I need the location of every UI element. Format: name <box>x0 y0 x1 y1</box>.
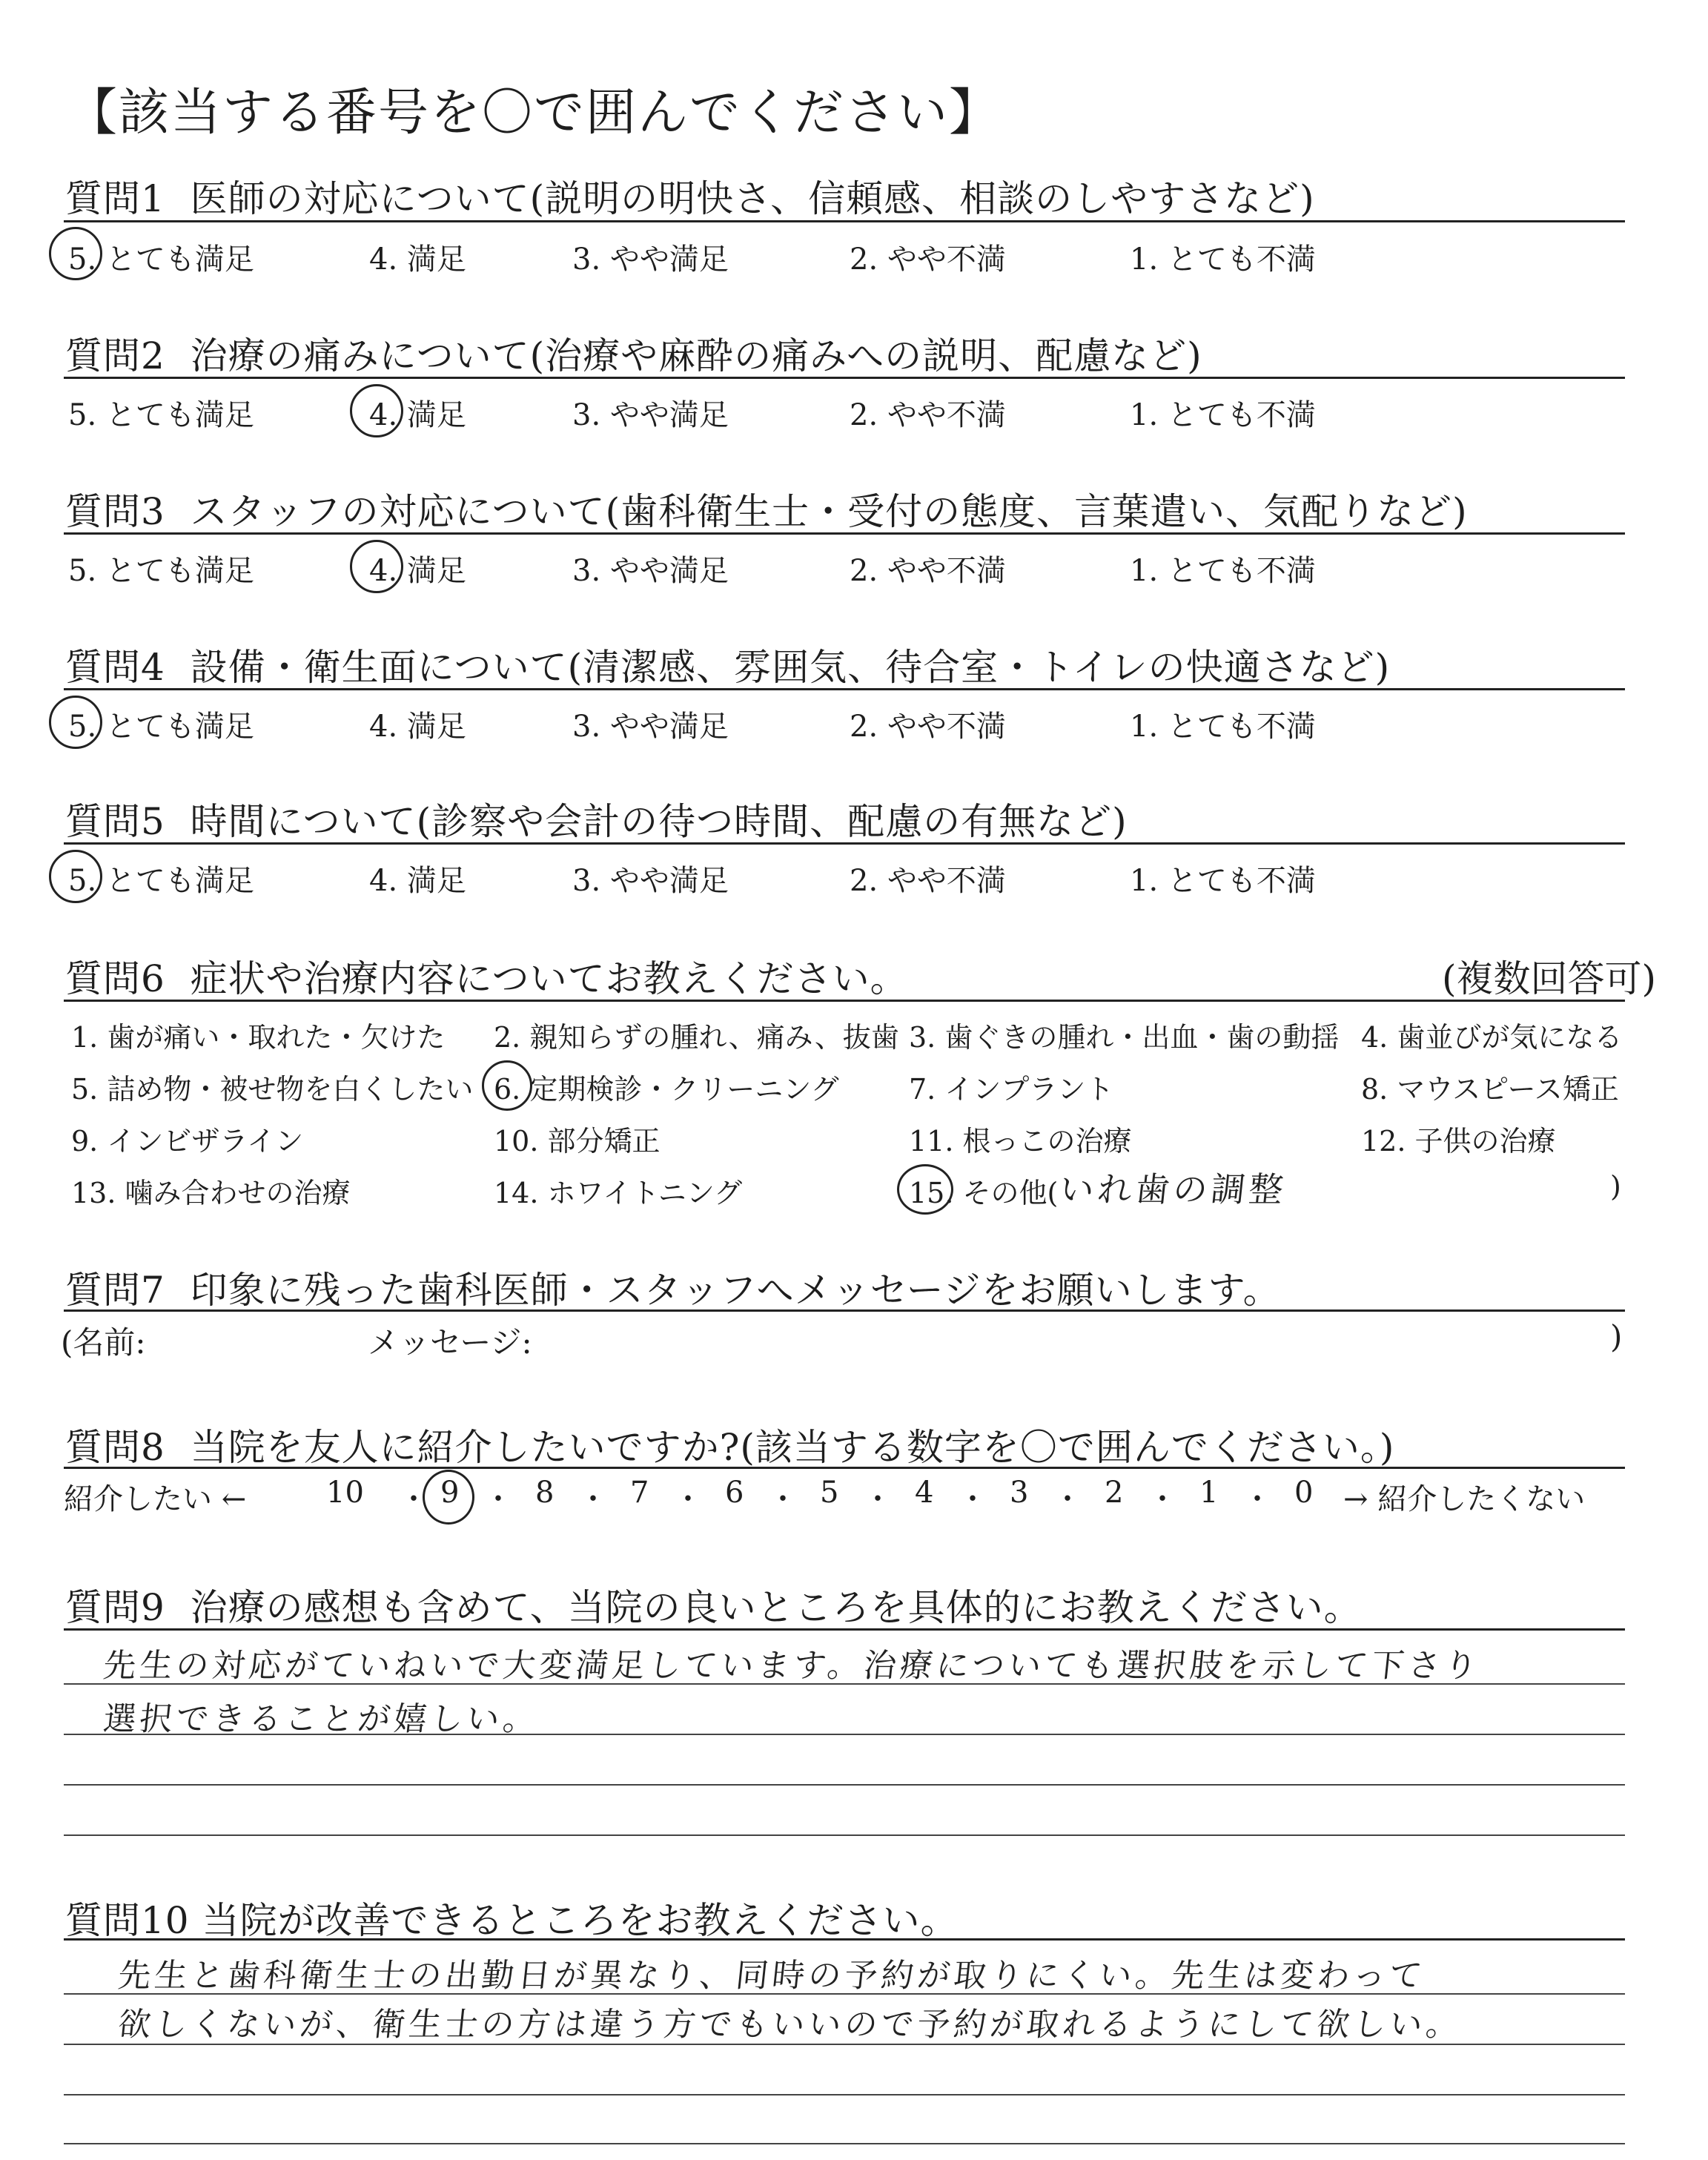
q1-answer-circle <box>49 227 102 280</box>
question-3-text: スタッフの対応について(歯科衛生士・受付の態度、言葉遣い、気配りなど) <box>190 490 1468 533</box>
q6-option-2[interactable]: 2. 親知らずの腫れ、痛み、抜歯 <box>494 1021 899 1054</box>
question-5-rule <box>64 842 1625 845</box>
q8-dot: ・ <box>863 1482 893 1516</box>
q2-option-1[interactable]: 1. とても不満 <box>1130 398 1316 432</box>
q3-option-5[interactable]: 5. とても満足 <box>68 554 254 588</box>
q6-option-6[interactable]: 6. 定期検診・クリーニング <box>494 1073 839 1106</box>
question-7-text: 印象に残った歯科医師・スタッフへメッセージをお願いします。 <box>190 1269 1281 1312</box>
question-7-label: 質問7 <box>65 1269 165 1312</box>
q6-option-14[interactable]: 14. ホワイトニング <box>494 1177 743 1209</box>
q8-scale-5[interactable]: 5 <box>820 1476 839 1510</box>
q8-scale-2[interactable]: 2 <box>1105 1476 1124 1510</box>
q8-dot: ・ <box>399 1482 428 1516</box>
question-9-text: 治療の感想も含めて、当院の良いところを具体的にお教えください。 <box>190 1586 1362 1629</box>
q8-scale-3[interactable]: 3 <box>1010 1476 1029 1510</box>
question-1-title <box>65 169 1315 222</box>
q2-option-4[interactable]: 4. 満足 <box>369 398 466 432</box>
q10-answer-line-2[interactable]: 欲しくないが、衛生士の方は違う方でもいいので予約が取れるようにして欲しい。 <box>116 2006 1465 2044</box>
question-3-label: 質問3 <box>65 490 165 533</box>
q8-answer-circle <box>423 1470 474 1525</box>
q8-scale-1[interactable]: 1 <box>1199 1476 1219 1510</box>
question-1-rule <box>64 220 1625 222</box>
question-8-title <box>65 1418 1394 1471</box>
q6-option-12[interactable]: 12. 子供の治療 <box>1361 1125 1556 1157</box>
q10-write-line <box>64 2044 1625 2045</box>
q6-option-13[interactable]: 13. 噛み合わせの治療 <box>71 1177 351 1209</box>
q8-scale-8[interactable]: 8 <box>535 1476 555 1510</box>
question-6-note: (複数回答可) <box>1441 957 1656 1000</box>
q8-dot: ・ <box>673 1482 703 1516</box>
question-10-text: 当院が改善できるところをお教えください。 <box>202 1899 959 1942</box>
question-3-title <box>65 482 1468 535</box>
q6-option-5[interactable]: 5. 詰め物・被せ物を白くしたい <box>71 1073 474 1106</box>
q4-option-4[interactable]: 4. 満足 <box>369 710 466 744</box>
question-8-label: 質問8 <box>65 1426 165 1469</box>
question-2-rule <box>64 377 1625 379</box>
q8-scale-9[interactable]: 9 <box>440 1476 460 1510</box>
q8-scale-10[interactable]: 10 <box>326 1476 364 1510</box>
question-7-rule <box>64 1309 1625 1312</box>
q5-answer-circle <box>49 850 102 903</box>
q6-option-8[interactable]: 8. マウスピース矯正 <box>1361 1073 1619 1106</box>
q4-option-1[interactable]: 1. とても不満 <box>1130 710 1316 744</box>
q6-option-9[interactable]: 9. インビザライン <box>71 1125 304 1157</box>
question-5-text: 時間について(診察や会計の待つ時間、配慮の有無など) <box>190 800 1128 843</box>
q4-option-2[interactable]: 2. やや不満 <box>850 710 1006 744</box>
q9-answer-line-1[interactable]: 先生の対応がていねいで大変満足しています。治療についても選択肢を示して下さり <box>101 1647 1483 1685</box>
q9-write-line <box>64 1734 1625 1735</box>
question-10-label: 質問10 <box>65 1899 190 1942</box>
question-2-title <box>65 326 1202 380</box>
q9-write-line <box>64 1834 1625 1836</box>
question-8-text: 当院を友人に紹介したいですか?(該当する数字を〇で囲んでください。) <box>190 1426 1395 1469</box>
question-6-label: 質問6 <box>65 957 165 1000</box>
question-9-title <box>65 1578 1362 1631</box>
q4-option-5[interactable]: 5. とても満足 <box>68 710 254 744</box>
question-5-label: 質問5 <box>65 800 165 843</box>
q8-left-label: 紹介したい ← <box>64 1482 247 1516</box>
q10-write-line <box>64 2143 1625 2144</box>
question-10-title <box>65 1891 959 1944</box>
q3-option-4[interactable]: 4. 満足 <box>369 554 466 588</box>
q5-option-2[interactable]: 2. やや不満 <box>850 864 1006 898</box>
q9-write-line <box>64 1683 1625 1685</box>
q6-option-3[interactable]: 3. 歯ぐきの腫れ・出血・歯の動揺 <box>909 1021 1340 1054</box>
question-3-rule <box>64 532 1625 535</box>
q10-write-line <box>64 2094 1625 2095</box>
q3-option-1[interactable]: 1. とても不満 <box>1130 554 1316 588</box>
question-6-rule <box>64 1000 1625 1002</box>
q8-scale-7[interactable]: 7 <box>630 1476 649 1510</box>
q1-option-2[interactable]: 2. やや不満 <box>850 242 1006 277</box>
q8-dot: ・ <box>578 1482 608 1516</box>
question-4-text: 設備・衛生面について(清潔感、雰囲気、待合室・トイレの快適さなど) <box>190 646 1391 689</box>
question-9-rule <box>64 1628 1625 1631</box>
q6-option-15[interactable]: 15. その他( <box>909 1177 1059 1209</box>
q5-option-5[interactable]: 5. とても満足 <box>68 864 254 898</box>
q8-dot: ・ <box>1242 1482 1272 1516</box>
q5-option-3[interactable]: 3. やや満足 <box>572 864 729 898</box>
q5-option-1[interactable]: 1. とても不満 <box>1130 864 1316 898</box>
q8-dot: ・ <box>768 1482 798 1516</box>
question-4-rule <box>64 688 1625 690</box>
question-5-title <box>65 792 1128 845</box>
q1-option-3[interactable]: 3. やや満足 <box>572 242 729 277</box>
q4-option-3[interactable]: 3. やや満足 <box>572 710 729 744</box>
q7-message-label: メッセージ: <box>368 1324 532 1361</box>
question-6-title <box>65 949 908 1003</box>
q5-option-4[interactable]: 4. 満足 <box>369 864 466 898</box>
q6-option-7[interactable]: 7. インプラント <box>909 1073 1114 1106</box>
q6-option-4[interactable]: 4. 歯並びが気になる <box>1361 1021 1623 1054</box>
question-6-text: 症状や治療内容についてお教えください。 <box>190 957 908 1000</box>
q6-answer-circle-15 <box>897 1164 953 1215</box>
q2-answer-circle <box>350 384 403 437</box>
q1-option-5[interactable]: 5. とても満足 <box>68 242 254 277</box>
q6-option-10[interactable]: 10. 部分矯正 <box>494 1125 661 1157</box>
q8-dot: ・ <box>483 1482 513 1516</box>
question-4-label: 質問4 <box>65 646 165 689</box>
q4-answer-circle <box>49 696 102 749</box>
question-9-label: 質問9 <box>65 1586 165 1629</box>
q2-option-5[interactable]: 5. とても満足 <box>68 398 254 432</box>
q9-write-line <box>64 1784 1625 1786</box>
q8-scale-4[interactable]: 4 <box>915 1476 934 1510</box>
q6-other-handwritten[interactable]: いれ歯の調整 <box>1057 1169 1289 1209</box>
q10-write-line <box>64 1993 1625 1995</box>
q8-dot: ・ <box>1053 1482 1082 1516</box>
q1-option-1[interactable]: 1. とても不満 <box>1130 242 1316 277</box>
q6-option-11[interactable]: 11. 根っこの治療 <box>909 1125 1132 1157</box>
q10-answer-line-1[interactable]: 先生と歯科衛生士の出勤日が異なり、同時の予約が取りにくい。先生は変わって <box>116 1957 1428 1995</box>
q6-answer-circle-6 <box>482 1060 532 1111</box>
q3-option-2[interactable]: 2. やや不満 <box>850 554 1006 588</box>
q3-answer-circle <box>350 540 403 593</box>
question-1-label: 質問1 <box>65 177 165 220</box>
question-2-text: 治療の痛みについて(治療や麻酔の痛みへの説明、配慮など) <box>190 334 1202 377</box>
q2-option-3[interactable]: 3. やや満足 <box>572 398 729 432</box>
question-1-text: 医師の対応について(説明の明快さ、信頼感、相談のしやすさなど) <box>190 177 1315 220</box>
q8-right-label: → 紹介したくない <box>1343 1482 1586 1516</box>
question-2-label: 質問2 <box>65 334 165 377</box>
question-10-rule <box>64 1938 1625 1941</box>
q8-dot: ・ <box>1148 1482 1177 1516</box>
page-title: 【該当する番号を〇で囲んでください】 <box>67 84 1002 142</box>
q8-scale-6[interactable]: 6 <box>725 1476 744 1510</box>
q8-scale-0[interactable]: 0 <box>1294 1476 1314 1510</box>
q7-close: ) <box>1610 1318 1623 1355</box>
q9-answer-line-2[interactable]: 選択できることが嬉しい。 <box>101 1700 542 1738</box>
question-8-rule <box>64 1467 1625 1469</box>
q6-option-1[interactable]: 1. 歯が痛い・取れた・欠けた <box>71 1021 446 1054</box>
q6-other-close: ) <box>1610 1170 1621 1203</box>
q7-name-label: (名前: <box>61 1324 146 1361</box>
question-4-title <box>65 638 1390 691</box>
q1-option-4[interactable]: 4. 満足 <box>369 242 466 277</box>
q8-dot: ・ <box>958 1482 987 1516</box>
q3-option-3[interactable]: 3. やや満足 <box>572 554 729 588</box>
question-7-title <box>65 1261 1281 1314</box>
q2-option-2[interactable]: 2. やや不満 <box>850 398 1006 432</box>
